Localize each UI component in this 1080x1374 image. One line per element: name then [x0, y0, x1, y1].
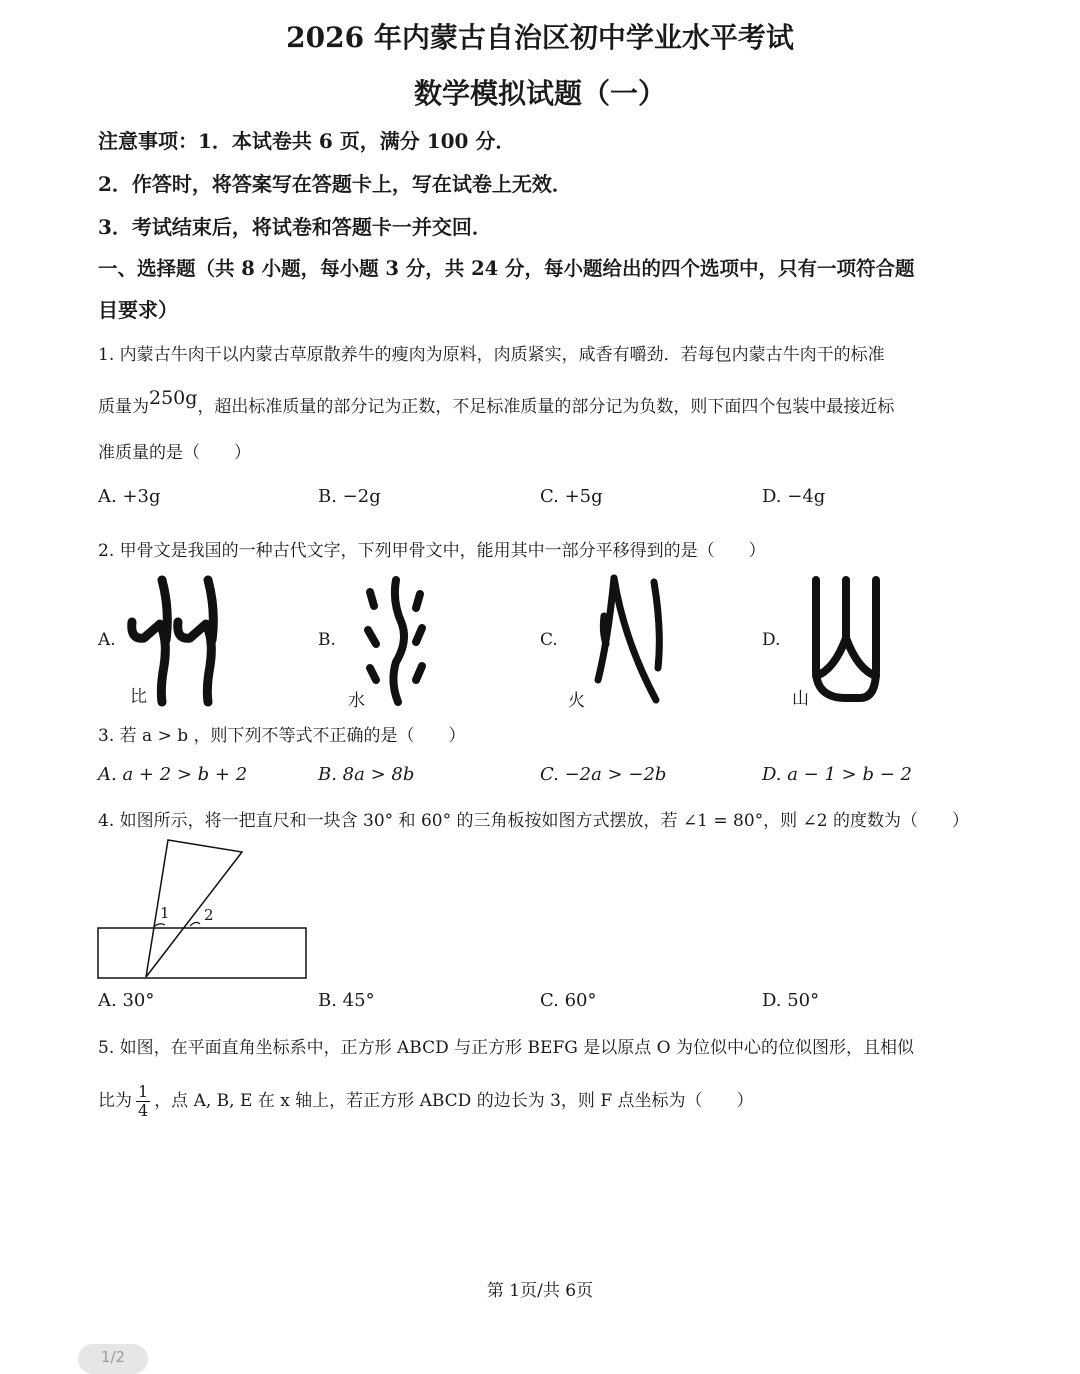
q5-line-2-pre: 比为 [98, 1091, 132, 1111]
page-indicator[interactable]: 1/2 [78, 1344, 148, 1374]
q2-stem: 2. 甲骨文是我国的一种古代文字，下列甲骨文中，能用其中一部分平移得到的是（ ） [98, 541, 766, 561]
q4-ruler-triangle-figure [96, 836, 310, 982]
angle-2-arc [190, 922, 200, 926]
q1-line-2-post: ，超出标准质量的部分记为正数，不足标准质量的部分记为负数，则下面四个包装中最接近标 [197, 397, 895, 417]
q4-option-c: C. 60° [540, 990, 597, 1011]
section-heading: 一、选择题（共 8 小题，每小题 3 分，共 24 分，每小题给出的四个选项中，只有一项符合题 [98, 257, 915, 280]
ruler-shape [98, 928, 306, 978]
q1-option-d: D. −4g [762, 486, 826, 507]
exam-title: 2026 年内蒙古自治区初中学业水平考试 [286, 21, 794, 54]
q1-option-a: A. +3g [98, 486, 161, 507]
notice-line-1: 注意事项：1．本试卷共 6 页，满分 100 分． [98, 129, 516, 153]
q1-line-2 [98, 387, 895, 417]
q5-line-2 [98, 1083, 754, 1120]
q3-option-d: D. a − 1 > b − 2 [762, 764, 912, 785]
q2-option-d: D. [762, 630, 781, 650]
q5-fraction-numerator: 1 [138, 1082, 149, 1101]
q4-option-b: B. 45° [318, 990, 375, 1011]
q2-glyph-label-b: 水 [348, 691, 365, 711]
q2-glyph-label-c: 火 [568, 691, 585, 711]
q5-line-1: 5. 如图，在平面直角坐标系中，正方形 ABCD 与正方形 BEFG 是以原点 O 为位似中心的位似图形，且相似 [98, 1038, 914, 1058]
q5-fraction [136, 1083, 150, 1120]
q1-line-2-pre: 质量为 [98, 397, 149, 417]
q2-option-a: A. [98, 630, 116, 650]
oracle-glyph-shan [800, 570, 900, 710]
q2-glyph-label-d: 山 [792, 689, 809, 709]
q3-option-c: C. −2a > −2b [540, 764, 667, 785]
q4-option-a: A. 30° [98, 990, 155, 1011]
oracle-glyph-huo [580, 570, 680, 710]
notice-line-2: 2．作答时，将答案写在答题卡上，写在试卷上无效． [98, 172, 572, 196]
q2-option-b: B. [318, 630, 336, 650]
exam-subtitle: 数学模拟试题（一） [413, 77, 666, 110]
q5-fraction-denominator: 4 [138, 1101, 149, 1120]
q3-option-b: B. 8a > 8b [318, 764, 415, 785]
q4-option-d: D. 50° [762, 990, 820, 1011]
q3-option-a: A. a + 2 > b + 2 [98, 764, 248, 785]
q2-glyph-label-a: 比 [130, 687, 147, 707]
section-heading-cont: 目要求） [98, 298, 178, 322]
q1-line-3: 准质量的是（ ） [98, 443, 251, 463]
page-footer: 第 1页/共 6页 [486, 1281, 594, 1301]
q4-stem: 4. 如图所示，将一把直尺和一块含 30° 和 60° 的三角板按如图方式摆放，若 ∠1 = 80°，则 ∠2 的度数为（ ） [98, 811, 970, 831]
q5-line-2-post: ，点 A, B, E 在 x 轴上，若正方形 ABCD 的边长为 3，则 F 点坐标为（ ） [154, 1091, 754, 1111]
angle-label-1: 1 [160, 904, 170, 922]
notice-line-3: 3．考试结束后，将试卷和答题卡一并交回． [98, 215, 492, 239]
angle-1-arc [155, 924, 165, 926]
q1-line-1: 1. 内蒙古牛肉干以内蒙古草原散养牛的瘦肉为原料，肉质紧实，咸香有嚼劲．若每包内蒙古牛肉干的标准 [98, 345, 885, 365]
q1-option-b: B. −2g [318, 486, 381, 507]
q1-mass: 250g [149, 387, 198, 409]
q1-option-c: C. +5g [540, 486, 603, 507]
q3-stem: 3. 若 a > b ，则下列不等式不正确的是（ ） [98, 726, 466, 746]
q2-option-c: C. [540, 630, 558, 650]
angle-label-2: 2 [204, 906, 214, 924]
